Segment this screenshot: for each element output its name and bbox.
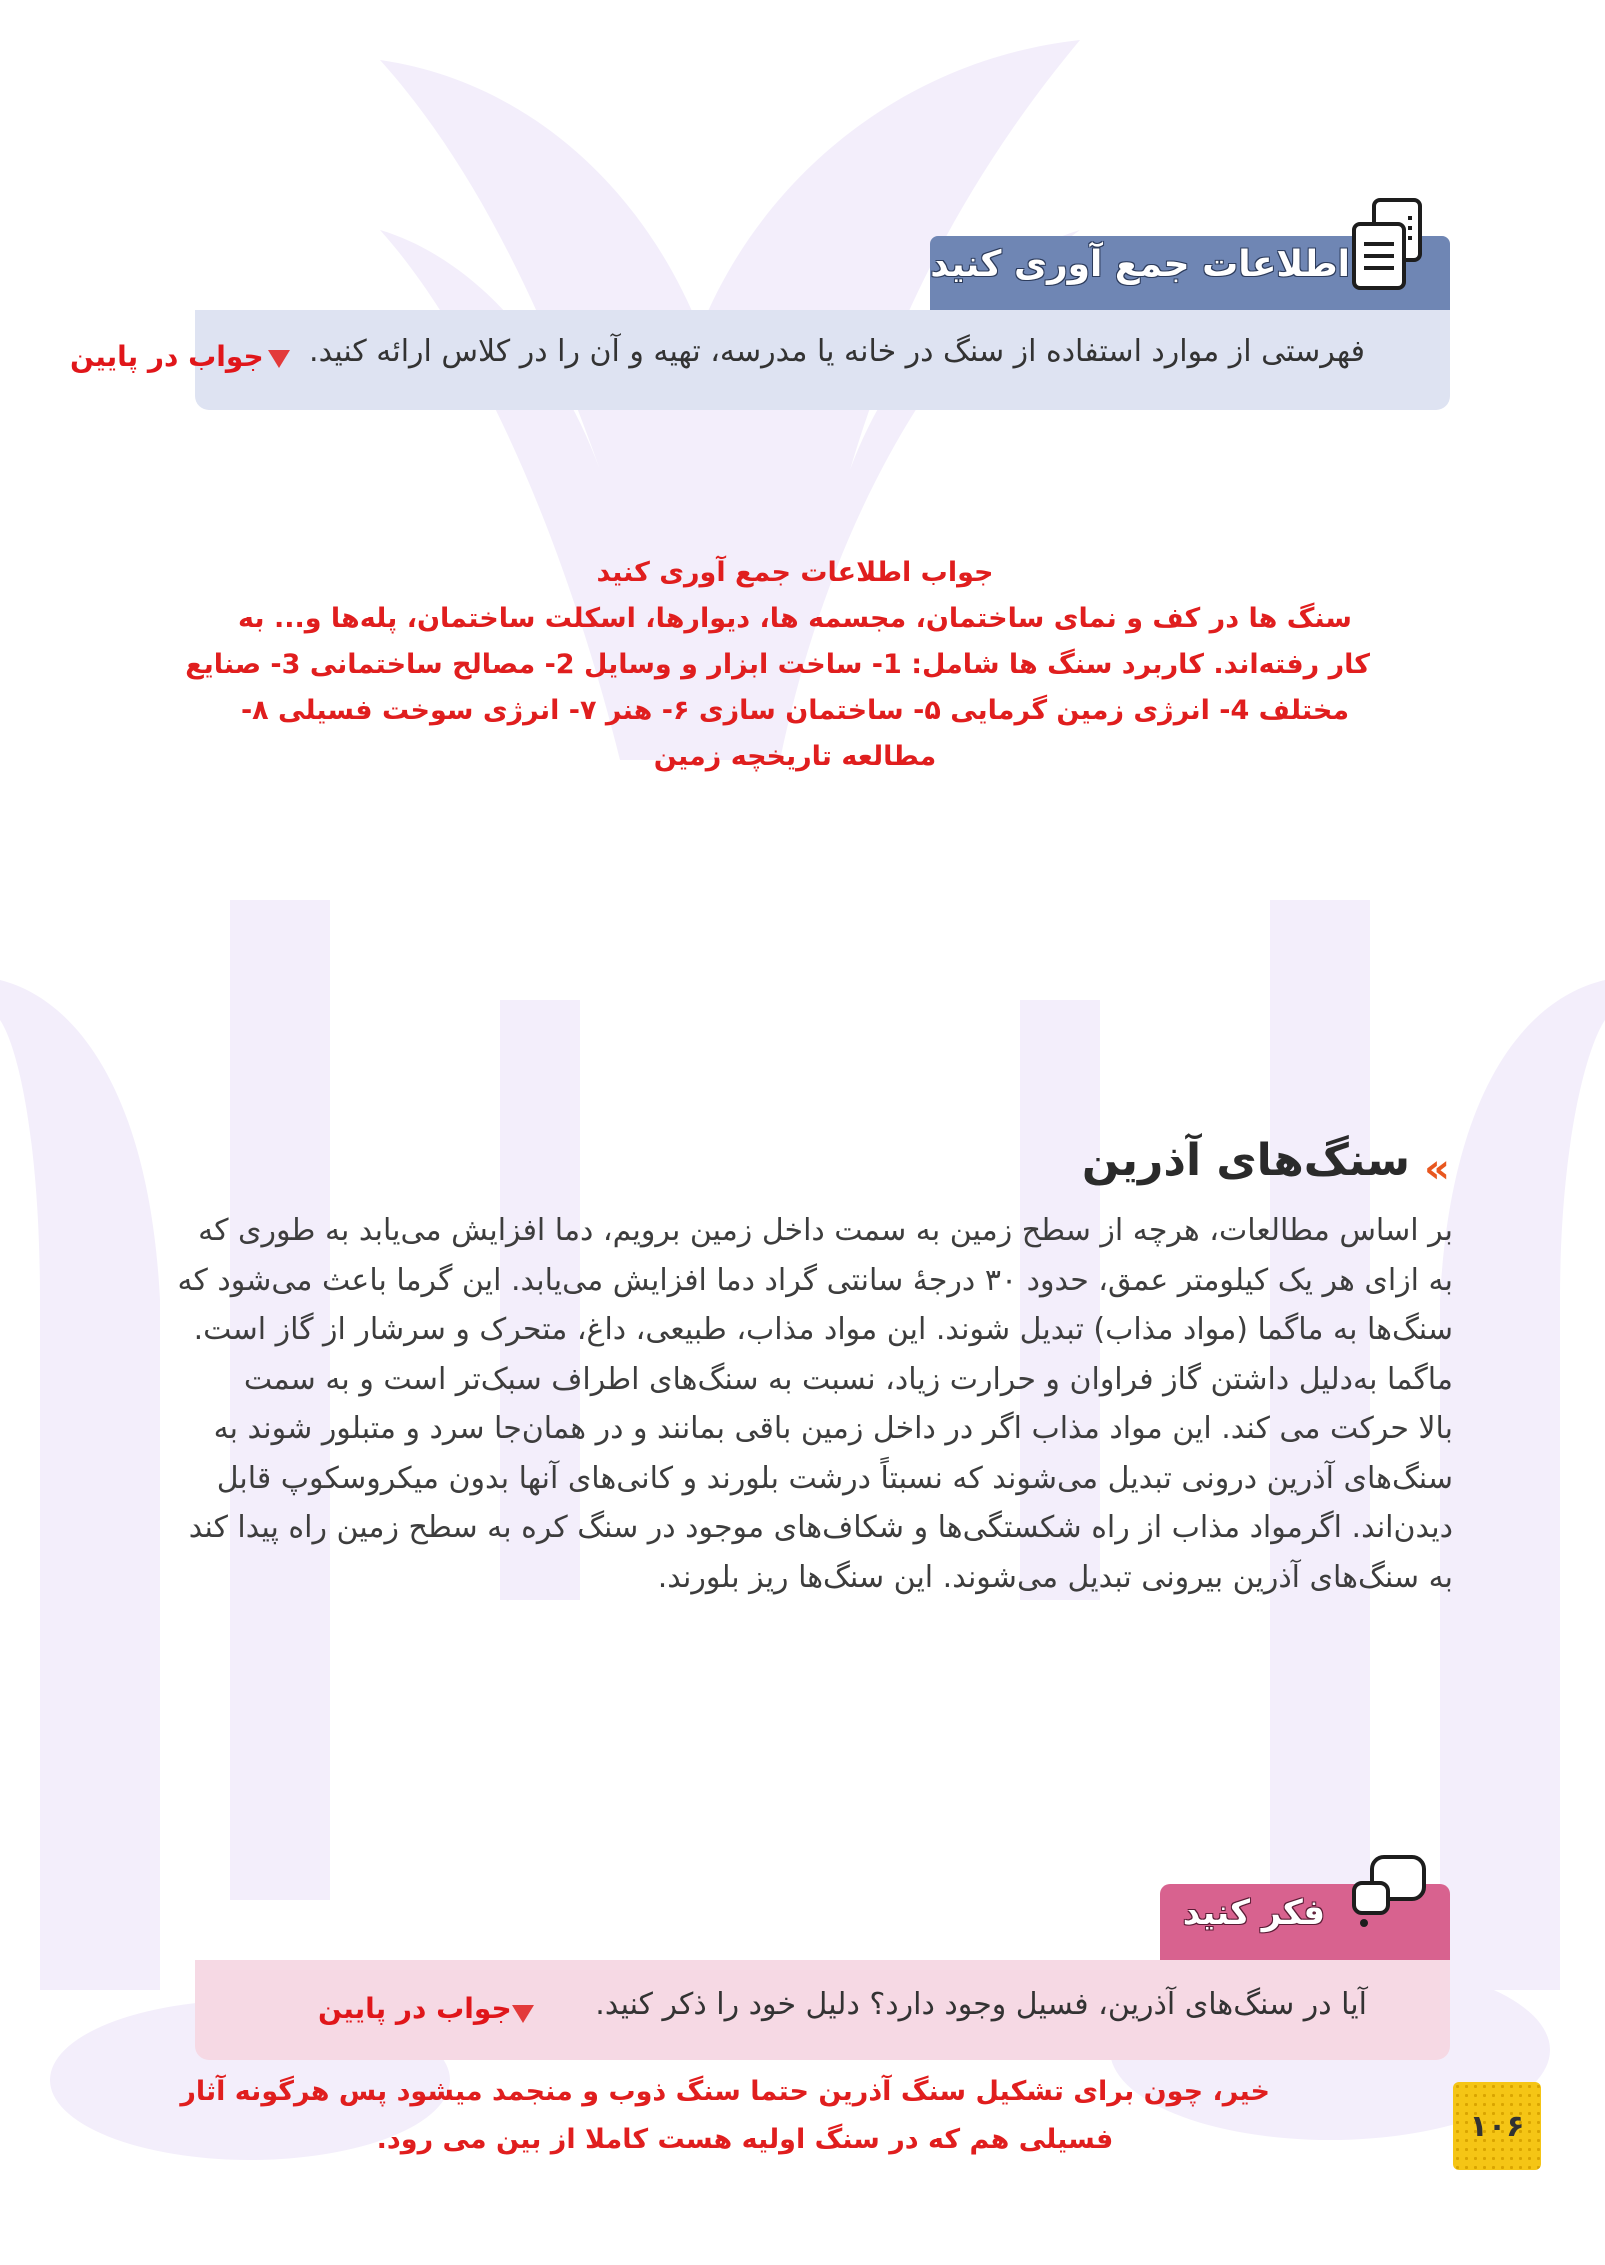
- think-question-text: آیا در سنگ‌های آذرین، فسیل وجود دارد؟ دلیل خود را ذکر کنید.: [595, 1987, 1367, 2022]
- paragraph-line: بالا حرکت می کند. این مواد مذاب اگر در داخل زمین باقی بمانند و در همان‌جا سرد و متبلور شوند به: [213, 1411, 1453, 1446]
- answer-line: جواب اطلاعات جمع آوری کنید: [596, 557, 994, 588]
- think-answer-block: [180, 2068, 1270, 2164]
- answer-line: سنگ ها در کف و نمای ساختمان، مجسمه ها، دیوارها، اسکلت ساختمان، پله‌ها و... به: [238, 603, 1352, 634]
- igneous-paragraph: [177, 1206, 1453, 1602]
- think-section-title: فکر کنید: [1182, 1893, 1325, 1933]
- paragraph-line: بر اساس مطالعات، هرچه از سطح زمین به سمت داخل زمین برویم، دما افزایش می‌یابد به طوری که: [198, 1213, 1453, 1248]
- paragraph-line: سنگ‌های آذرین درونی تبدیل می‌شوند که نسبتاً درشت بلورند و کانی‌های آنها بدون میکروسکوپ قابل: [216, 1460, 1453, 1496]
- answer-line: مختلف 4- انرژی زمین گرمایی ۵- ساختمان سازی ۶- هنر ۷- انرژی سوخت فسیلی ۸-: [240, 695, 1350, 726]
- page-number: ۱۰۶: [1469, 2108, 1525, 2144]
- answer-line: فسیلی هم که در سنگ اولیه هست کاملا از بین می رود.: [376, 2124, 1114, 2155]
- documents-icon: [1346, 194, 1428, 294]
- answer-line: مطالعه تاریخچه زمین: [653, 741, 937, 772]
- down-triangle-icon: [268, 350, 290, 368]
- paragraph-line: به سنگ‌های آذرین بیرونی تبدیل می‌شوند. این سنگ‌ها ریز بلورند.: [657, 1559, 1453, 1595]
- double-chevron-icon: «: [1424, 1146, 1450, 1192]
- paragraph-line: به ازای هر یک کیلومتر عمق، حدود ۳۰ درجهٔ سانتی گراد دما افزایش می‌یابد. این گرما باعث می‌شود که: [177, 1262, 1453, 1298]
- answer-line: کار رفته‌اند. کاربرد سنگ ها شامل: 1- ساخت ابزار و وسایل 2- مصالح ساختمانی 3- صنایع: [185, 649, 1370, 680]
- info-answer-link[interactable]: جواب در پایین: [70, 340, 264, 373]
- answer-line: خیر، چون برای تشکیل سنگ آذرین حتما سنگ ذوب و منجمد میشود پس هرگونه آثار: [180, 2076, 1270, 2107]
- paragraph-line: ماگما به‌دلیل داشتن گاز فراوان و حرارت زیاد، نسبت به سنگ‌های اطراف سبک‌تر است و به سمت: [243, 1361, 1453, 1397]
- paragraph-line: دیدن‌اند. اگرمواد مذاب از راه شکستگی‌ها و شکاف‌های موجود در سنگ کره به سطح زمین راه پیدا کند: [188, 1510, 1453, 1545]
- section-title: سنگ‌های آذرین: [1081, 1135, 1410, 1186]
- think-answer-link[interactable]: جواب در پایین: [318, 1992, 512, 2025]
- page-number-badge: [1453, 2082, 1541, 2170]
- info-answer-block: [185, 550, 1370, 780]
- paragraph-line: سنگ‌ها به ماگما (مواد مذاب) تبدیل شوند. این مواد مذاب، طبیعی، داغ، متحرک و سرشار از گاز است.: [193, 1312, 1453, 1347]
- info-question-text: فهرستی از موارد استفاده از سنگ در خانه یا مدرسه، تهیه و آن را در کلاس ارائه کنید.: [309, 334, 1365, 369]
- info-section-title: اطلاعات جمع آوری کنید: [930, 244, 1350, 285]
- down-triangle-icon: [512, 2005, 534, 2023]
- speech-bubbles-icon: [1350, 1853, 1430, 1933]
